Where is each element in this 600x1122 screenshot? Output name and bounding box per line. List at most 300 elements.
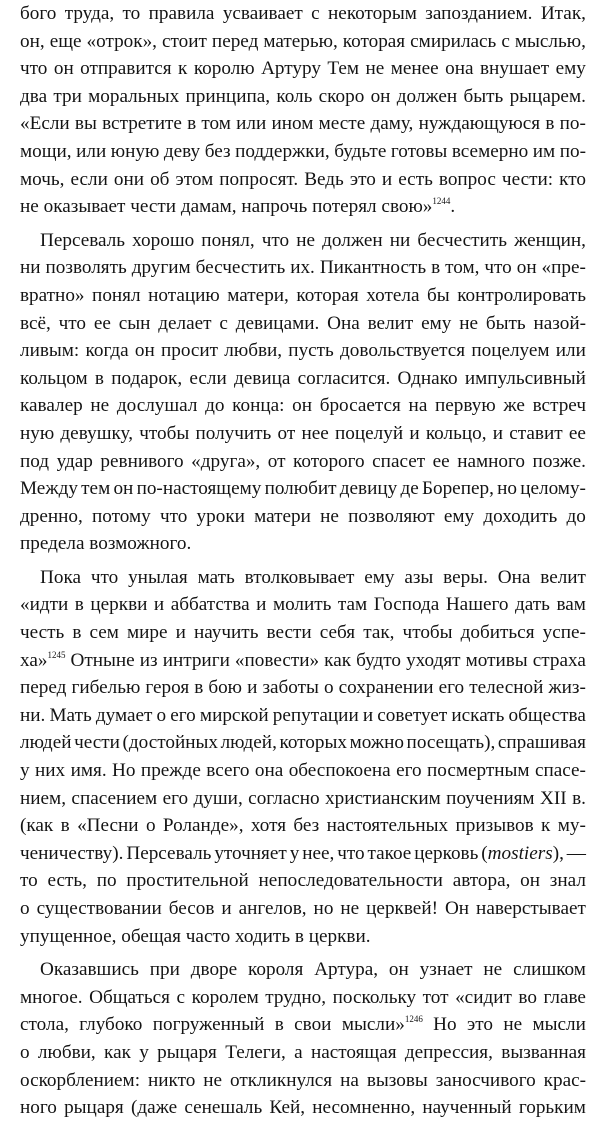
word: до [566,505,586,527]
text-line [20,812,586,840]
text-line [20,0,586,28]
word: матерью, [263,30,338,52]
word: репутации [272,704,359,726]
word: матери [254,505,311,527]
word: о [156,704,167,726]
word: по- [559,113,586,135]
word: имя. [70,760,107,782]
text-line [20,895,586,923]
word: оскорблением: [20,1069,141,1091]
word: он [292,395,313,417]
word: девушку, [60,422,133,444]
word: при [149,959,180,981]
word: всемерно [451,140,529,162]
word: о [323,677,334,699]
word: не [365,58,385,80]
text-line [20,1039,586,1067]
word: и [362,704,374,726]
word: мысли [532,1014,586,1036]
word: Итак, [540,3,586,24]
word: скоро [318,85,365,107]
word: «идти [20,594,69,616]
word: поддержки, [235,140,330,162]
word: призывов [455,815,534,837]
word: или [76,140,107,162]
word: и [221,898,232,919]
word: согласится. [297,367,391,389]
word: сохранении [338,677,434,699]
text-line [20,923,586,951]
word: контролировать [457,284,586,306]
word: души, [193,787,243,809]
word: тем [81,478,111,500]
word: «Песни [77,815,139,837]
word: из [139,649,158,671]
word: должен [322,229,383,251]
word: (как [20,815,54,837]
word: принципа, [185,85,271,107]
word: смирилась [410,30,497,52]
word: ха»$^{1245}$ [20,649,66,671]
word: велит [367,312,414,334]
word: сенешаль [184,1097,263,1119]
word: к [541,815,551,837]
word: вам [556,594,586,616]
word: хорошо [132,229,195,251]
word: бесов [168,898,215,919]
word: два [20,85,48,107]
word: кто [559,168,586,190]
word: прежде [140,760,201,782]
word: ливым: [20,340,80,362]
word: не [296,229,316,251]
word: в [187,113,197,135]
word: девицу [339,478,398,500]
word: поучениям [446,787,535,809]
word: ее [93,312,111,334]
word: не [503,1014,523,1036]
word: любви, [37,1041,96,1063]
word: нее [301,422,329,444]
word: дослушал [116,395,198,417]
word: на [340,1069,359,1091]
word: Артура, [314,959,379,981]
word: ему [555,58,586,80]
word: позже. [532,450,586,472]
word: с [219,312,228,334]
word: им [532,140,556,162]
word: «пре- [541,257,586,279]
word: дать [515,594,550,616]
word: другим [131,257,191,279]
word: даму, [370,113,414,135]
word: под [20,450,50,472]
word: с [311,3,320,24]
text-line [20,420,586,448]
word: что [337,842,365,864]
word: ему [443,505,475,527]
word: во [518,986,537,1008]
word: согласно [248,787,320,809]
word: его [438,677,465,699]
word: мотивы [465,649,528,671]
word: пусть [288,340,334,362]
word: есть, [47,870,87,892]
word: в [274,1014,284,1036]
word: интриги [162,649,230,671]
word: настоящая [310,1041,397,1063]
word: что [484,257,512,279]
word: позволяют [348,505,435,527]
word: будто [356,649,401,671]
word: заботы [262,677,319,699]
word: что [90,566,119,588]
word: му- [557,815,586,837]
word: что [261,229,290,251]
word: как [324,649,352,671]
word: ангелов, [238,898,307,919]
word: всего [206,760,250,782]
word: он [134,340,155,362]
paragraph-p1 [20,0,586,221]
word: которых [279,732,347,754]
word: которого [293,450,365,472]
text-line [20,83,586,111]
word: и [381,168,393,190]
text-line [20,475,586,503]
word: церкви. [308,925,371,947]
word: девица [233,367,291,389]
word: ни [20,257,41,279]
word: три [53,85,82,107]
word: он [520,870,541,892]
word: напрочь [241,196,308,218]
word: девицами. [235,312,320,334]
word: себя [319,622,356,644]
word: Оказавшись [40,959,139,981]
word: деву [163,140,201,162]
word: втолковывает [244,566,355,588]
word: же [503,395,525,417]
text-line [20,392,586,420]
word: де [400,478,419,500]
word: «отрок», [86,30,157,52]
word: научить [193,622,259,644]
text-line [20,647,586,675]
word: чести [74,732,120,754]
word: велит [540,566,586,588]
word: от [277,422,296,444]
text-line [20,503,586,531]
word: ее [432,450,450,472]
word: не [20,196,39,218]
word: том [201,113,231,135]
text-line [20,785,586,813]
text-line [20,365,586,393]
word: в [194,677,204,699]
paragraph-p3 [20,564,586,950]
word: королю [193,58,255,80]
word: ему [421,312,452,334]
word: без [204,140,231,162]
word: не [483,959,503,981]
word: моральных [88,85,180,107]
word: с [501,30,510,52]
word: несомненно, [312,1097,416,1119]
word: что [159,505,188,527]
word: ставит [509,422,563,444]
word: перед [211,30,259,52]
word: предела [20,533,85,555]
word: простительной [126,870,249,892]
word: Ведь [304,168,344,190]
word: Но [433,1014,457,1036]
word: крас- [543,1069,586,1091]
word: попросят. [219,168,299,190]
word: ного [20,1097,57,1119]
word: бого [20,3,57,24]
word: «друга», [191,450,261,472]
word: вратно» [20,284,85,306]
word: от [267,450,286,472]
word: так, [363,622,395,644]
text-line [20,1067,586,1095]
word: но [313,898,334,919]
word: церквей! [366,898,438,919]
word: правила [148,3,215,24]
word: быть [463,85,504,107]
word: о [20,1041,30,1063]
word: быть [485,312,526,334]
text-line [20,729,586,757]
word: Тем [327,58,360,80]
word: христианским [325,787,441,809]
word: в [545,113,555,135]
word: Господа [373,594,440,616]
text-line [20,674,586,702]
word: поцелуй [335,422,404,444]
word: откликнулся [229,1069,333,1091]
word: труда, [64,3,115,24]
word: посмертным [427,760,530,782]
word: заносчивого [435,1069,536,1091]
word: она [445,58,474,80]
word: ходить [235,925,291,947]
word: бы [427,284,450,306]
word: у [289,842,300,864]
word: то [20,870,38,892]
word: наученный [422,1097,512,1119]
word: Персеваль [126,842,212,864]
word: но [497,478,517,500]
word: ее [568,422,586,444]
word: обещая [121,925,181,947]
text-line [20,193,586,221]
word: его [162,787,189,809]
word: некоторым [328,3,417,24]
word: менее [390,58,439,80]
word: думает [95,704,153,726]
word: хотела [366,284,420,306]
text-line [20,840,586,868]
word: в [74,594,84,616]
word: них [35,760,66,782]
word: в [431,257,441,279]
word: он [53,58,74,80]
word: поскольку [332,986,417,1008]
text-line [20,591,586,619]
word: возможного. [89,533,192,555]
word: спрашивая [497,732,586,754]
word: Однако [397,367,458,389]
word: такое [367,842,412,864]
word: месте [318,113,366,135]
text-line [20,110,586,138]
word: вызовы [366,1069,428,1091]
text-line [20,28,586,56]
text-line [20,1011,586,1039]
word: будьте [334,140,387,162]
text-line [20,166,586,194]
word: конца: [232,395,285,417]
word: трудно, [265,986,327,1008]
word: и [492,422,504,444]
word: чтобы [402,622,453,644]
word: стоит [162,30,207,52]
word: сем [89,622,119,644]
word: в [60,815,70,837]
word: в [294,925,304,947]
word: спасе- [534,760,586,782]
word: настоятельных [326,815,449,837]
word: делает [158,312,212,334]
word: Телеги, [225,1041,286,1063]
word: веры. [443,566,488,588]
word: короля [248,959,304,981]
word: Отныне [70,649,135,671]
word: (mostiers), [481,842,564,864]
word: о [145,815,156,837]
word: тот [422,986,449,1008]
word: уроки [196,505,245,527]
word: не [340,898,360,919]
word: жиз- [548,677,586,699]
paragraph-p4 [20,956,586,1122]
word: советует [377,704,448,726]
word: полюбит [264,478,337,500]
word: героя [145,677,190,699]
word: горьким [518,1097,586,1119]
word: у [139,1041,149,1063]
word: не [203,1069,223,1091]
word: упущенное, [20,925,117,947]
word: или [555,340,586,362]
word: бросается [319,395,401,417]
word: у [20,760,30,782]
word: доходить [483,505,558,527]
word: ни [389,229,411,251]
word: понял, [201,229,255,251]
word: а [294,1041,303,1063]
word: есть [398,168,433,190]
word: рыцаря [64,1097,124,1119]
word: — [566,842,586,864]
word: Она [497,566,531,588]
word: назой- [533,312,586,334]
word: Он [444,898,470,919]
word: ченичеству). [20,842,124,864]
word: вы [74,113,97,135]
word: дренно, [20,505,83,527]
word: и [153,594,165,616]
word: женщин, [514,229,586,251]
word: многое. [20,986,83,1008]
word: первую [435,395,496,417]
word: усваивает [222,3,303,24]
word: и [247,677,258,699]
word: нее, [302,842,335,864]
word: ревнивого [100,450,184,472]
word: еще [49,30,82,52]
text-line [20,757,586,785]
text-line [20,310,586,338]
word: бою [208,677,243,699]
word: свои [294,1014,332,1036]
word: мать [197,566,235,588]
word: успе- [542,622,586,644]
word: которая [342,30,406,52]
word: на [408,395,428,417]
word: слишком [513,959,586,981]
word: Она [327,312,360,334]
word: непоследовательности [258,870,443,892]
word: молить [272,594,332,616]
word: готовы [390,140,448,162]
word: удар [56,450,93,472]
text-line [20,448,586,476]
word: Между [20,478,78,500]
word: или [236,113,267,135]
word: мире [127,622,168,644]
word: довольствуется [340,340,466,362]
word: в. [572,787,586,809]
word: церкви [90,594,148,616]
text-line [20,956,586,984]
word: поцелуем [471,340,550,362]
word: дворе [190,959,238,981]
word: не [459,312,479,334]
word: его [170,704,196,726]
word: в [72,622,82,644]
paragraph-p2 [20,227,586,558]
word: вопрос [438,168,496,190]
word: их. [290,257,315,279]
word: спасет [372,450,426,472]
word: потерял [312,196,377,218]
word: если [189,367,227,389]
word: что [20,58,48,80]
word: нуждающуюся [418,113,541,135]
word: этом [175,168,214,190]
word: унылая [128,566,188,588]
word: и [175,622,186,644]
word: о [20,898,30,919]
word: с [176,986,186,1008]
word: часто [185,925,231,947]
word: мощи, [20,140,72,162]
word: по- [559,140,586,162]
text-line [20,282,586,310]
